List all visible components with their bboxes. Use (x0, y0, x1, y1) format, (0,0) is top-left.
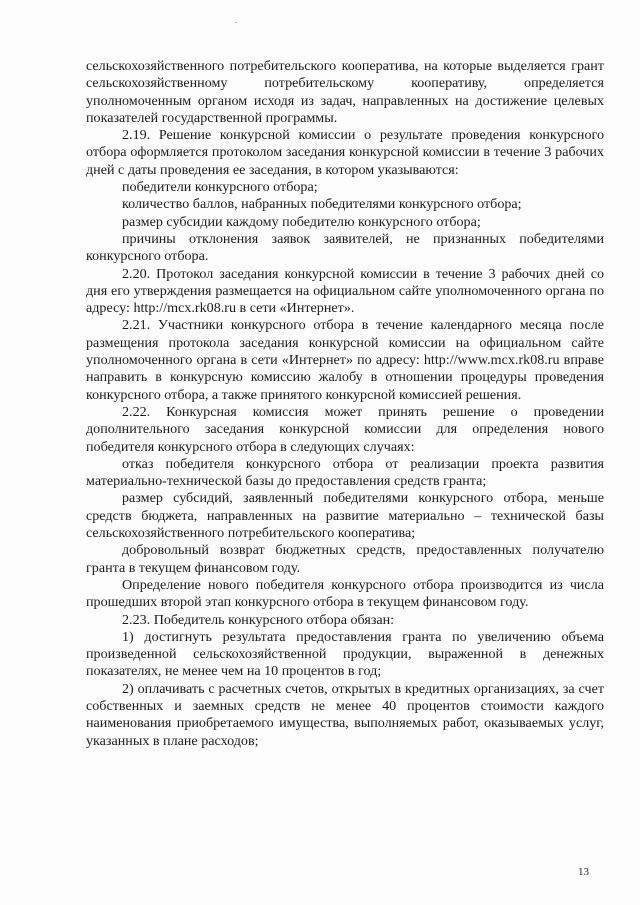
document-body (86, 58, 604, 750)
paragraph: сельскохозяйственного потребительского кооператива, на которые выделяется грант сельскохозяйственному потребительскому кооперативу, определяется уполномоченным органом исходя из задач, направленных на достижение целевых показателей государственной программы. (86, 58, 604, 126)
paragraph: количество баллов, набранных победителями конкурсного отбора; (122, 196, 522, 213)
paragraph: 2.21. Участники конкурсного отбора в течение календарного месяца после размещения протокола заседания конкурсной комиссии на официальном сайте уполномоченного органа в сети «Интернет» по адресу: http://www.mcx.rk08.ru вправе направить в конкурсную комиссию жалобу в отношении процедуры проведения конкурсного отбора, а также принятого конкурсной комиссией решения. (86, 317, 604, 403)
paragraph: отказ победителя конкурсного отбора от реализации проекта развития материально-технической базы до предоставления средств гранта; (86, 455, 604, 490)
paragraph: Определение нового победителя конкурсного отбора производится из числа прошедших второй этап конкурсного отбора в текущем финансовом году. (86, 576, 604, 611)
paragraph: 1) достигнуть результата предоставления гранта по увеличению объема произведенной сельскохозяйственной продукции, выраженной в денежных показателях, не менее чем на 10 процентов в год; (86, 628, 604, 680)
paragraph: 2) оплачивать с расчетных счетов, открытых в кредитных организациях, за счет собственных и заемных средств не менее 40 процентов стоимости каждого наименования приобретаемого имущества, выполняемых работ, оказываемых услуг, указанных в плане расходов; (86, 680, 604, 749)
paragraph: победители конкурсного отбора; (122, 179, 318, 196)
paragraph: причины отклонения заявок заявителей, не признанных победителями конкурсного отбора. (86, 230, 604, 265)
paragraph: 2.19. Решение конкурсной комиссии о результате проведения конкурсного отбора оформляется протоколом заседания конкурсной комиссии в течение 3 рабочих дней с даты проведения ее заседания, в котором указываются: (86, 127, 604, 178)
paragraph: размер субсидии каждому победителю конкурсного отбора; (122, 213, 481, 230)
paragraph: 2.22. Конкурсная комиссия может принять решение о проведении дополнительного заседания конкурсной комиссии для определения нового победителя конкурсного отбора в следующих случаях: (86, 403, 604, 455)
paragraph: добровольный возврат бюджетных средств, предоставленных получателю гранта в текущем финансовом году. (86, 542, 604, 576)
paragraph: 2.20. Протокол заседания конкурсной комиссии в течение 3 рабочих дней со дня его утверждения размещается на официальном сайте уполномоченного органа по адресу: http://mcx.rk08.ru в сети «Интернет». (86, 265, 604, 317)
scan-speck (235, 22, 237, 23)
paragraph: 2.23. Победитель конкурсного отбора обязан: (122, 611, 395, 628)
paragraph: размер субсидий, заявленный победителями конкурсного отбора, меньше средств бюджета, направленных на развитие материально – технической базы сельскохозяйственного потребительского кооператива; (86, 490, 604, 542)
page-number: 13 (578, 866, 589, 878)
